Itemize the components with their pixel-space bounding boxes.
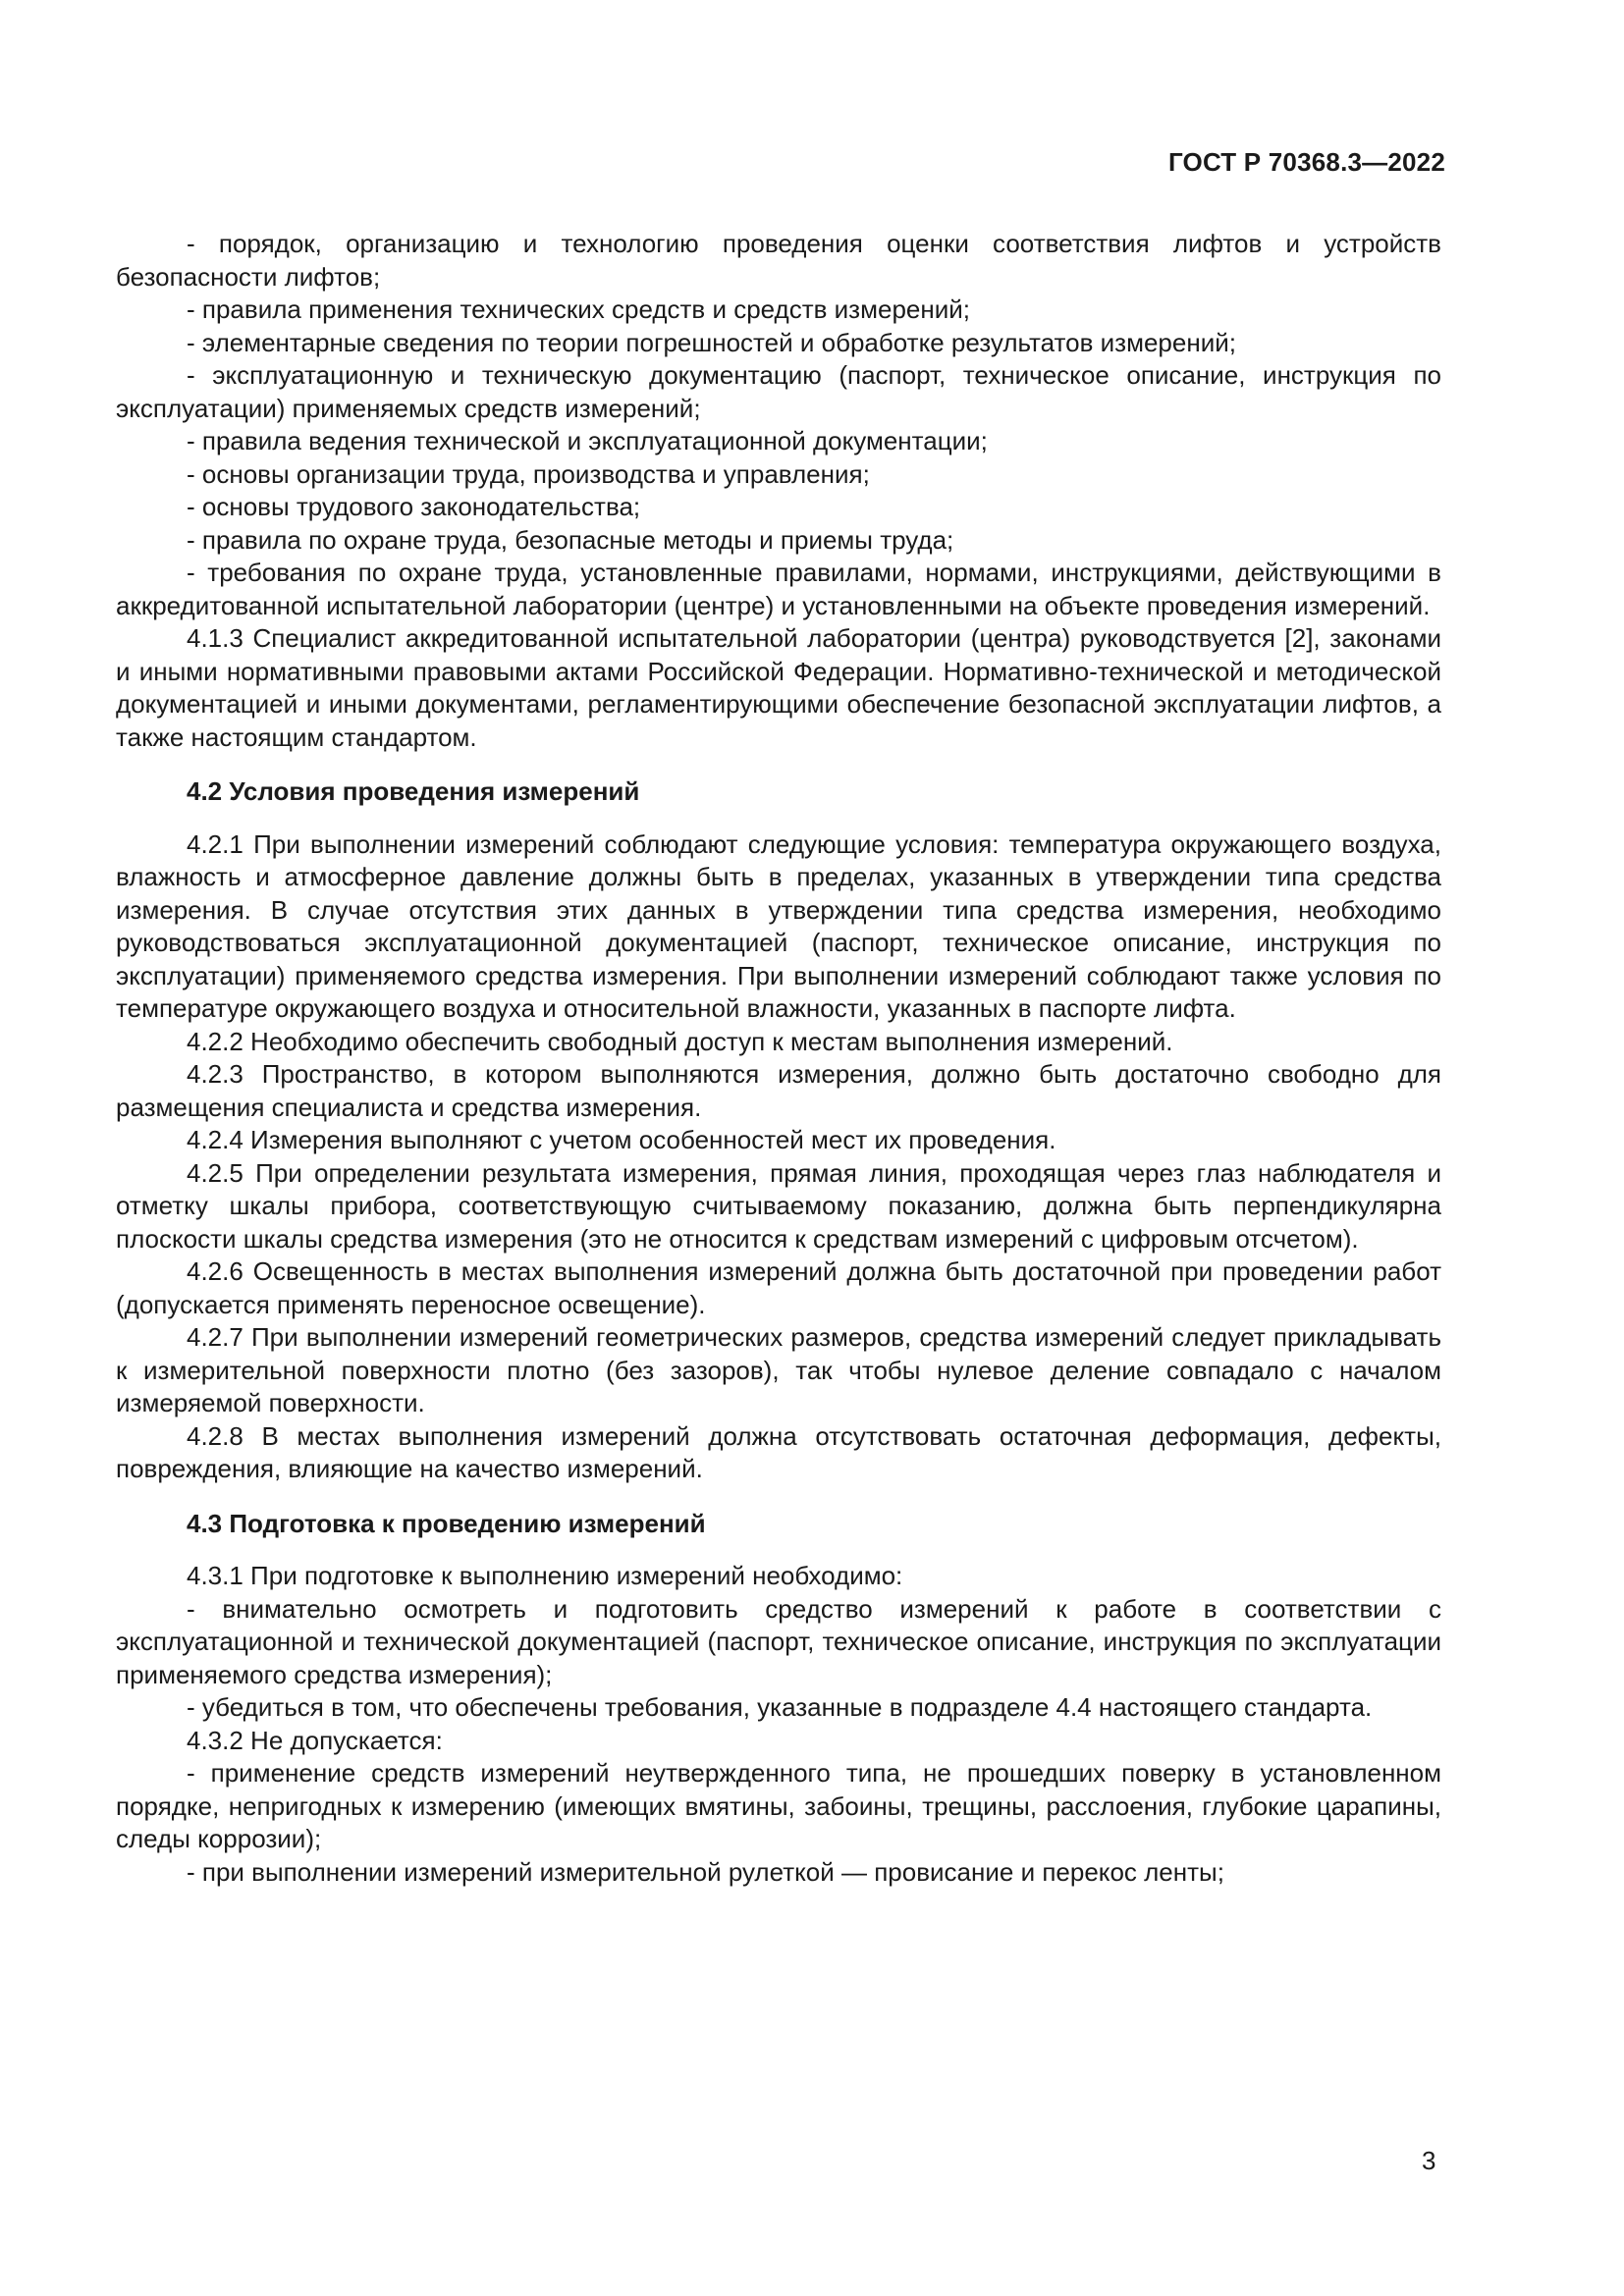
list-item: - основы организации труда, производства и управления;: [187, 458, 870, 489]
list-item: - правила ведения технической и эксплуатационной документации;: [187, 426, 988, 455]
paragraph-4-3-2: 4.3.2 Не допускается:: [187, 1725, 443, 1755]
list-item: - убедиться в том, что обеспечены требования, указанные в подразделе 4.4 настоящего стандарта.: [187, 1692, 1373, 1722]
section-heading-4-3: 4.3 Подготовка к проведению измерений: [187, 1508, 706, 1538]
page-number: 3: [1422, 2146, 1436, 2175]
list-item: - элементарные сведения по теории погрешностей и обработке результатов измерений;: [187, 327, 1236, 357]
paragraph-4-1-3: 4.1.3 Специалист аккредитованной испытательной лаборатории (центра) руководствуется [2], законами и иными нормативными правовыми актами Российской Федерации. Нормативно-технической и методической документацией и иными документами, регламентирующими обеспечение безопасной эксплуатации лифтов, а также настоящим стандартом.: [116, 623, 1441, 752]
list-item: - применение средств измерений неутвержденного типа, не прошедших поверку в установленном порядке, непригодных к измерению (имеющих вмятины, забоины, трещины, расслоения, глубокие царапины, следы коррозии);: [116, 1758, 1441, 1853]
paragraph-4-2-4: 4.2.4 Измерения выполняют с учетом особенностей мест их проведения.: [187, 1125, 1056, 1154]
paragraph-4-2-2: 4.2.2 Необходимо обеспечить свободный доступ к местам выполнения измерений.: [187, 1026, 1173, 1056]
list-item: - правила применения технических средств и средств измерений;: [187, 294, 970, 324]
document-code: ГОСТ Р 70368.3—2022: [1167, 147, 1445, 177]
list-item: - внимательно осмотреть и подготовить средство измерений к работе в соответствии с эксплуатационной и технической документацией (паспорт, техническое описание, инструкция по эксплуатации применяемого средства измерения);: [116, 1593, 1441, 1689]
list-item: - порядок, организацию и технологию проведения оценки соответствия лифтов и устройств безопасности лифтов;: [116, 229, 1441, 292]
paragraph-4-2-6: 4.2.6 Освещенность в местах выполнения измерений должна быть достаточной при проведении работ (допускается применять переносное освещение).: [116, 1256, 1441, 1319]
list-item: - при выполнении измерений измерительной рулеткой — провисание и перекос ленты;: [187, 1856, 1224, 1887]
paragraph-4-2-1: 4.2.1 При выполнении измерений соблюдают следующие условия: температура окружающего воздуха, влажность и атмосферное давление должны быть в пределах, указанных в утверждении типа средства измерения. В случае отсутствия этих данных в утверждении типа средства измерения, необходимо руководствоваться эксплуатационной документацией (паспорт, техническое описание, инструкция по эксплуатации) применяемого средства измерения. При выполнении измерений соблюдают также условия по температуре окружающего воздуха и относительной влажности, указанных в паспорте лифта.: [116, 828, 1441, 1023]
document-body: [116, 228, 1441, 1889]
paragraph-4-2-3: 4.2.3 Пространство, в котором выполняются измерения, должно быть достаточно свободно для размещения специалиста и средства измерения.: [116, 1059, 1441, 1122]
paragraph-4-2-7: 4.2.7 При выполнении измерений геометрических размеров, средства измерений следует прикладывать к измерительной поверхности плотно (без зазоров), так чтобы нулевое деление совпадало с началом измеряемой поверхности.: [116, 1322, 1441, 1417]
list-item: - требования по охране труда, установленные правилами, нормами, инструкциями, действующими в аккредитованной испытательной лаборатории (центре) и установленными на объекте проведения измерений.: [116, 558, 1441, 620]
list-item: - правила по охране труда, безопасные методы и приемы труда;: [187, 524, 954, 555]
list-item: - основы трудового законодательства;: [187, 492, 641, 521]
list-item: - эксплуатационную и техническую документацию (паспорт, техническое описание, инструкция по эксплуатации) применяемых средств измерений;: [116, 360, 1441, 423]
paragraph-4-2-8: 4.2.8 В местах выполнения измерений должна отсутствовать остаточная деформация, дефекты, повреждения, влияющие на качество измерений.: [116, 1420, 1441, 1483]
paragraph-4-3-1: 4.3.1 При подготовке к выполнению измерений необходимо:: [187, 1561, 903, 1590]
paragraph-4-2-5: 4.2.5 При определении результата измерения, прямая линия, проходящая через глаз наблюдателя и отметку шкалы прибора, соответствующую считываемому показанию, должна быть перпендикулярна плоскости шкалы средства измерения (это не относится к средствам измерений с цифровым отсчетом).: [116, 1157, 1441, 1254]
section-heading-4-2: 4.2 Условия проведения измерений: [187, 776, 640, 806]
